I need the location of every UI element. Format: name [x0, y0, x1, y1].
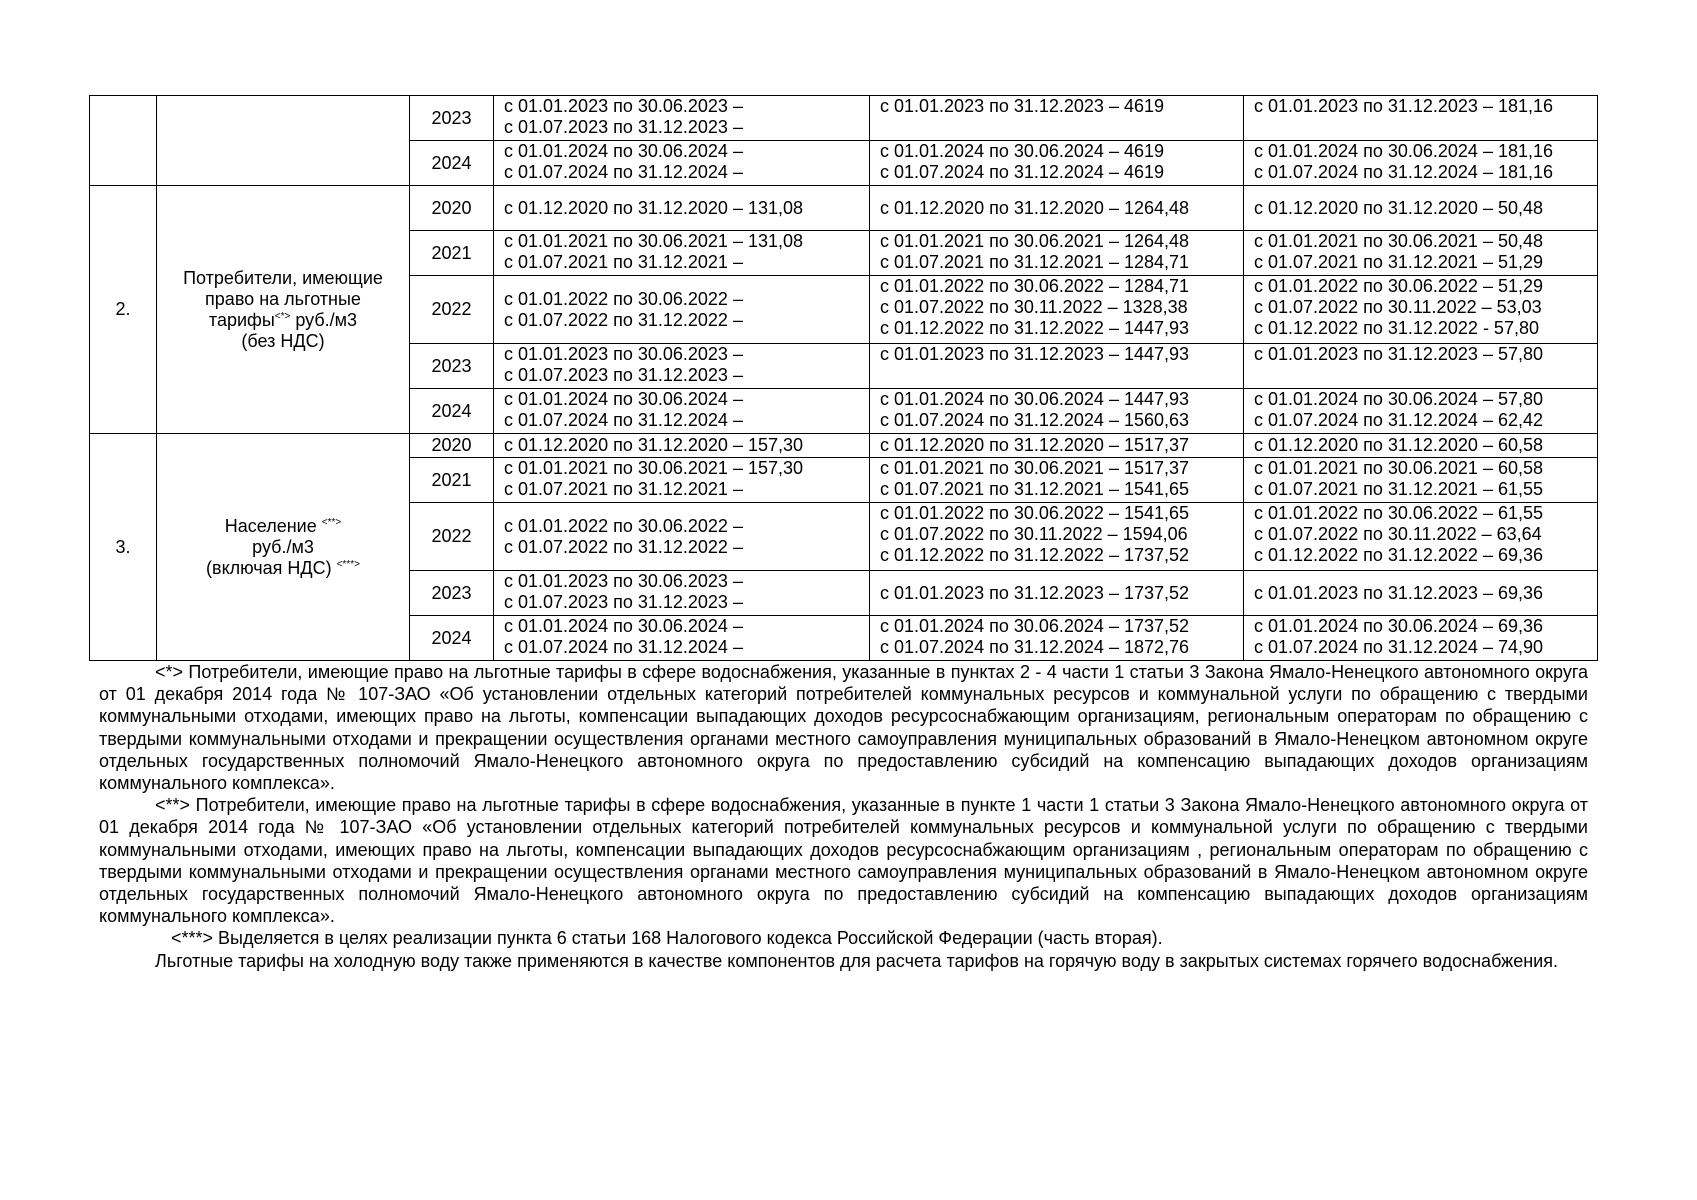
tariff-line: с 01.01.2023 по 31.12.2023 – 69,36	[1254, 582, 1543, 603]
category-label: (без НДС)	[241, 330, 325, 351]
year-value: 2024	[431, 400, 472, 421]
tariff-cell-col2	[870, 96, 1244, 141]
year-value: 2020	[431, 197, 472, 218]
tariff-line: с 01.01.2024 по 30.06.2024 – 57,80	[1254, 389, 1543, 409]
row-number-cell	[90, 186, 157, 434]
year-value: 2024	[431, 627, 472, 648]
tariff-cell-col3	[1244, 186, 1598, 231]
tariff-line: с 01.01.2023 по 31.12.2023 – 4619	[880, 96, 1164, 116]
tariff-line: с 01.12.2020 по 31.12.2020 – 131,08	[504, 197, 804, 218]
tariff-line: с 01.12.2020 по 31.12.2020 – 60,58	[1254, 435, 1543, 455]
tariff-line: с 01.01.2024 по 30.06.2024 – 181,16	[1254, 141, 1554, 161]
tariff-line: с 01.07.2024 по 31.12.2024 – 74,90	[1254, 637, 1543, 657]
tariff-cell-col2	[870, 434, 1244, 458]
tariff-cell-col2	[870, 231, 1244, 276]
year-value: 2024	[431, 152, 472, 173]
tariff-line: с 01.01.2023 по 30.06.2023 –	[504, 571, 743, 591]
year-cell	[410, 141, 494, 186]
year-value: 2022	[431, 526, 472, 546]
tariff-cell-col2	[870, 616, 1244, 661]
year-value: 2023	[431, 107, 472, 128]
category-label-part: (включая НДС)	[206, 557, 337, 578]
year-value: 2023	[431, 582, 472, 603]
year-value: 2021	[431, 242, 472, 263]
tariff-cell-col3	[1244, 434, 1598, 458]
tariff-line: с 01.12.2022 по 31.12.2022 – 1447,93	[880, 318, 1190, 338]
row-number: 2.	[115, 299, 131, 319]
tariff-line: с 01.01.2022 по 30.06.2022 –	[504, 515, 743, 536]
tariff-cell-col2	[870, 503, 1244, 571]
tariff-line: с 01.07.2024 по 31.12.2024 – 1560,63	[880, 410, 1190, 430]
tariff-line: с 01.07.2024 по 31.12.2024 – 62,42	[1254, 410, 1543, 430]
tariff-cell-col1	[494, 571, 870, 616]
tariff-table	[89, 95, 1598, 661]
tariff-cell-col1	[494, 458, 870, 503]
category-cell	[157, 434, 410, 661]
year-cell	[410, 344, 494, 389]
tariff-line: с 01.01.2023 по 31.12.2023 – 57,80	[1254, 344, 1543, 364]
tariff-line: с 01.12.2020 по 31.12.2020 – 1264,48	[880, 197, 1190, 218]
footnotes	[99, 661, 1588, 972]
tariff-line: с 01.01.2024 по 30.06.2024 – 69,36	[1254, 616, 1543, 636]
tariff-cell-col2	[870, 344, 1244, 389]
tariff-line: с 01.12.2020 по 31.12.2020 – 50,48	[1254, 197, 1543, 218]
tariff-line: с 01.07.2022 по 30.11.2022 – 53,03	[1254, 297, 1542, 317]
tariff-line: с 01.01.2023 по 31.12.2023 – 1447,93	[880, 344, 1190, 364]
tariff-line: с 01.12.2020 по 31.12.2020 – 157,30	[504, 435, 804, 455]
tariff-cell-col3	[1244, 616, 1598, 661]
footnote-marker: <***>	[336, 558, 360, 570]
category-cell	[157, 96, 410, 186]
year-value: 2020	[431, 435, 472, 455]
tariff-line: с 01.01.2022 по 30.06.2022 – 51,29	[1254, 276, 1543, 296]
tariff-cell-col2	[870, 571, 1244, 616]
tariff-line: с 01.12.2022 по 31.12.2022 - 57,80	[1254, 318, 1539, 338]
tariff-cell-col1	[494, 96, 870, 141]
category-label	[157, 516, 409, 537]
tariff-cell-col3	[1244, 458, 1598, 503]
category-label-part: тарифы	[208, 309, 275, 330]
tariff-line: с 01.01.2023 по 31.12.2023 – 1737,52	[880, 582, 1190, 603]
footnote-3: <***> Выделяется в целях реализации пункта 6 статьи 168 Налогового кодекса Российской Федерации (часть вторая).	[171, 928, 1163, 949]
year-cell	[410, 96, 494, 141]
tariff-line: с 01.12.2022 по 31.12.2022 – 69,36	[1254, 545, 1543, 565]
row-number-cell	[90, 434, 157, 661]
tariff-line: с 01.07.2021 по 31.12.2021 – 51,29	[1254, 252, 1543, 272]
tariff-line: с 01.07.2024 по 31.12.2024 –	[504, 410, 743, 430]
tariff-line: с 01.07.2023 по 31.12.2023 –	[504, 592, 743, 612]
category-label-part: Население	[224, 515, 322, 536]
table-row	[90, 186, 1598, 231]
tariff-line: с 01.01.2023 по 30.06.2023 –	[504, 96, 743, 116]
tariff-line: с 01.07.2024 по 31.12.2024 – 4619	[880, 162, 1164, 182]
tariff-line: с 01.07.2021 по 31.12.2021 – 1284,71	[880, 252, 1190, 272]
tariff-line: с 01.07.2022 по 30.11.2022 – 63,64	[1254, 524, 1542, 544]
footnote-4: Льготные тарифы на холодную воду также применяются в качестве компонентов для расчета тарифов на горячую воду в закрытых системах горячего водоснабжения.	[155, 950, 1558, 971]
tariff-line: с 01.01.2023 по 30.06.2023 –	[504, 344, 743, 364]
tariff-line: с 01.01.2021 по 30.06.2021 – 131,08	[504, 231, 804, 251]
tariff-cell-col1	[494, 186, 870, 231]
tariff-line: с 01.07.2024 по 31.12.2024 – 1872,76	[880, 637, 1190, 657]
tariff-line: с 01.07.2022 по 30.11.2022 – 1594,06	[880, 524, 1188, 544]
tariff-line: с 01.01.2024 по 30.06.2024 – 1447,93	[880, 389, 1190, 409]
year-cell	[410, 616, 494, 661]
tariff-cell-col3	[1244, 141, 1598, 186]
tariff-line: с 01.07.2022 по 31.12.2022 –	[504, 536, 743, 557]
year-cell	[410, 186, 494, 231]
tariff-line: с 01.01.2021 по 30.06.2021 – 1264,48	[880, 231, 1190, 251]
category-label-part: руб./м3	[290, 309, 358, 330]
tariff-line: с 01.01.2021 по 30.06.2021 – 60,58	[1254, 458, 1543, 478]
tariff-cell-col3	[1244, 96, 1598, 141]
year-value: 2021	[431, 469, 472, 490]
category-label: Потребители, имеющие	[183, 267, 383, 288]
tariff-cell-col3	[1244, 344, 1598, 389]
tariff-line: с 01.07.2024 по 31.12.2024 –	[504, 162, 743, 182]
tariff-cell-col1	[494, 344, 870, 389]
tariff-line: с 01.07.2021 по 31.12.2021 –	[504, 252, 743, 272]
tariff-line: с 01.01.2021 по 30.06.2021 – 50,48	[1254, 231, 1543, 251]
category-label	[157, 310, 409, 331]
tariff-line: с 01.07.2024 по 31.12.2024 – 181,16	[1254, 162, 1554, 182]
year-cell	[410, 231, 494, 276]
tariff-line: с 01.01.2022 по 30.06.2022 – 1284,71	[880, 276, 1190, 296]
tariff-cell-col1	[494, 141, 870, 186]
tariff-line: с 01.07.2021 по 31.12.2021 – 61,55	[1254, 479, 1543, 499]
year-value: 2023	[431, 355, 472, 376]
tariff-line: с 01.01.2024 по 30.06.2024 – 4619	[880, 141, 1164, 161]
tariff-line: с 01.07.2023 по 31.12.2023 –	[504, 365, 743, 385]
tariff-cell-col2	[870, 276, 1244, 344]
year-value: 2022	[431, 299, 472, 319]
tariff-line: с 01.01.2022 по 30.06.2022 – 61,55	[1254, 503, 1543, 523]
footnote-marker: <**>	[321, 516, 342, 528]
category-cell	[157, 186, 410, 434]
tariff-cell-col2	[870, 186, 1244, 231]
tariff-cell-col3	[1244, 231, 1598, 276]
year-cell	[410, 458, 494, 503]
year-cell	[410, 434, 494, 458]
year-cell	[410, 276, 494, 344]
year-cell	[410, 503, 494, 571]
tariff-line: с 01.01.2024 по 30.06.2024 –	[504, 389, 743, 409]
tariff-line: с 01.01.2024 по 30.06.2024 –	[504, 141, 743, 161]
tariff-cell-col1	[494, 389, 870, 434]
tariff-line: с 01.07.2021 по 31.12.2021 –	[504, 479, 743, 499]
tariff-cell-col3	[1244, 276, 1598, 344]
tariff-cell-col1	[494, 276, 870, 344]
tariff-cell-col1	[494, 503, 870, 571]
tariff-cell-col3	[1244, 571, 1598, 616]
tariff-cell-col1	[494, 434, 870, 458]
footnote-marker: <*>	[274, 310, 291, 322]
table-row	[90, 96, 1598, 141]
tariff-cell-col3	[1244, 389, 1598, 434]
tariff-line: с 01.07.2022 по 31.12.2022 –	[504, 309, 743, 330]
tariff-line: с 01.01.2022 по 30.06.2022 –	[504, 288, 743, 309]
tariff-line: с 01.01.2024 по 30.06.2024 –	[504, 616, 743, 636]
footnote-1: <*> Потребители, имеющие право на льготные тарифы в сфере водоснабжения, указанные в пунктах 2 - 4 части 1 статьи 3 Закона Ямало-Ненецкого автономного округа от 01 декабря 2014 года № 107-ЗАО «Об установлении отдельных категорий потребителей коммунальных ресурсов и коммунальной услуги по обращению с твердыми коммунальными отходами, имеющих право на льготы, компенсации выпадающих доходов ресурсоснабжающим организациям, региональным операторам по обращению с твердыми коммунальными отходами и прекращении осуществления органами местного самоуправления муниципальных образований в Ямало-Ненецком автономном округе отдельных государственных полномочий Ямало-Ненецкого автономного округа по предоставлению субсидий на компенсацию выпадающих доходов организациям коммунального комплекса».	[99, 662, 1588, 794]
tariff-cell-col2	[870, 458, 1244, 503]
category-label	[157, 558, 409, 579]
table-row	[90, 434, 1598, 458]
tariff-line: с 01.01.2023 по 31.12.2023 – 181,16	[1254, 96, 1554, 116]
tariff-line: с 01.07.2024 по 31.12.2024 –	[504, 637, 743, 657]
tariff-line: с 01.12.2022 по 31.12.2022 – 1737,52	[880, 545, 1190, 565]
tariff-line: с 01.07.2022 по 30.11.2022 – 1328,38	[880, 297, 1188, 317]
tariff-line: с 01.01.2022 по 30.06.2022 – 1541,65	[880, 503, 1190, 523]
tariff-line: с 01.07.2023 по 31.12.2023 –	[504, 117, 743, 137]
row-number-cell	[90, 96, 157, 186]
year-cell	[410, 389, 494, 434]
category-label: руб./м3	[252, 536, 314, 557]
tariff-cell-col1	[494, 616, 870, 661]
category-label: право на льготные	[205, 288, 361, 309]
tariff-line: с 01.01.2024 по 30.06.2024 – 1737,52	[880, 616, 1190, 636]
tariff-line: с 01.01.2021 по 30.06.2021 – 157,30	[504, 458, 804, 478]
footnote-2: <**> Потребители, имеющие право на льготные тарифы в сфере водоснабжения, указанные в пункте 1 части 1 статьи 3 Закона Ямало-Ненецкого автономного округа от 01 декабря 2014 года № 107-ЗАО «Об установлении отдельных категорий потребителей коммунальных ресурсов и коммунальной услуги по обращению с твердыми коммунальными отходами, имеющих право на льготы, компенсации выпадающих доходов ресурсоснабжающим организациям , региональным операторам по обращению с твердыми коммунальными отходами и прекращении осуществления органами местного самоуправления муниципальных образований в Ямало-Ненецком автономном округе отдельных государственных полномочий Ямало-Ненецкого автономного округа по предоставлению субсидий на компенсацию выпадающих доходов организациям коммунального комплекса».	[99, 795, 1588, 927]
tariff-line: с 01.12.2020 по 31.12.2020 – 1517,37	[880, 435, 1190, 455]
row-number: 3.	[115, 536, 131, 557]
tariff-cell-col3	[1244, 503, 1598, 571]
year-cell	[410, 571, 494, 616]
tariff-cell-col2	[870, 141, 1244, 186]
tariff-table-body	[90, 96, 1598, 661]
tariff-cell-col2	[870, 389, 1244, 434]
tariff-cell-col1	[494, 231, 870, 276]
tariff-line: с 01.01.2021 по 30.06.2021 – 1517,37	[880, 458, 1190, 478]
tariff-line: с 01.07.2021 по 31.12.2021 – 1541,65	[880, 479, 1190, 499]
